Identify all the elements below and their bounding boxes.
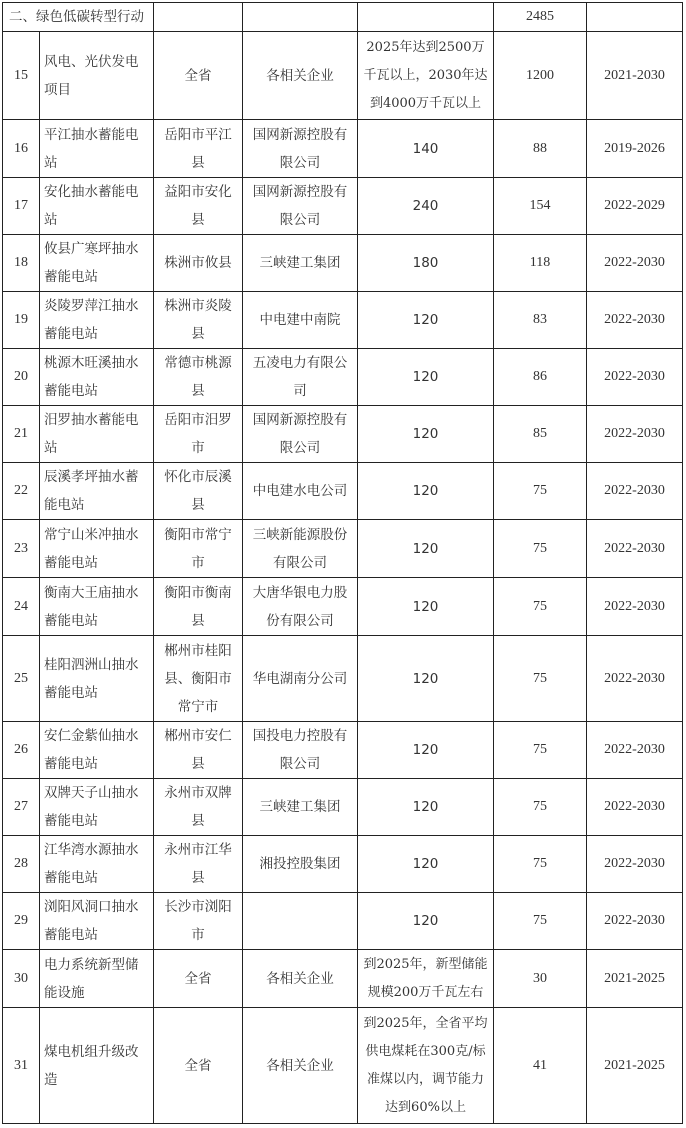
- table-row: [3, 120, 683, 178]
- project-name: 平江抽水蓄能电站: [40, 120, 154, 178]
- project-period: 2022-2030: [587, 349, 683, 406]
- project-owner: 湘投控股集团: [243, 836, 358, 893]
- project-scale: 120: [358, 463, 494, 520]
- project-period: 2022-2030: [587, 520, 683, 578]
- project-period: 2022-2030: [587, 722, 683, 779]
- project-investment: 118: [494, 235, 587, 292]
- project-location: 全省: [154, 1008, 243, 1124]
- project-period: 2022-2030: [587, 292, 683, 349]
- project-investment: 75: [494, 779, 587, 836]
- project-location: 长沙市浏阳市: [154, 893, 243, 950]
- project-period: 2022-2030: [587, 779, 683, 836]
- project-name: 攸县广寒坪抽水蓄能电站: [40, 235, 154, 292]
- row-number: 18: [3, 235, 40, 292]
- project-location: 衡阳市衡南县: [154, 578, 243, 636]
- section-empty-cell: [358, 3, 494, 32]
- row-number: 25: [3, 636, 40, 722]
- table-row: [3, 349, 683, 406]
- project-owner: 各相关企业: [243, 1008, 358, 1124]
- table-row: [3, 292, 683, 349]
- project-period: 2022-2030: [587, 636, 683, 722]
- project-scale: 到2025年，全省平均供电煤耗在300克/标准煤以内，调节能力达到60%以上: [358, 1008, 494, 1124]
- row-number: 20: [3, 349, 40, 406]
- table-row: [3, 578, 683, 636]
- row-number: 28: [3, 836, 40, 893]
- project-scale: 120: [358, 836, 494, 893]
- project-location: 郴州市桂阳县、衡阳市常宁市: [154, 636, 243, 722]
- project-name: 常宁山米冲抽水蓄能电站: [40, 520, 154, 578]
- project-owner: 国网新源控股有限公司: [243, 120, 358, 178]
- project-scale: 到2025年，新型储能规模200万千瓦左右: [358, 950, 494, 1008]
- project-location: 全省: [154, 950, 243, 1008]
- project-location: 株洲市攸县: [154, 235, 243, 292]
- table-row: [3, 950, 683, 1008]
- project-period: 2022-2029: [587, 178, 683, 235]
- project-name: 江华湾水源抽水蓄能电站: [40, 836, 154, 893]
- project-name: 电力系统新型储能设施: [40, 950, 154, 1008]
- project-scale: 120: [358, 292, 494, 349]
- table-row: [3, 779, 683, 836]
- project-owner: 大唐华银电力股份有限公司: [243, 578, 358, 636]
- project-period: 2019-2026: [587, 120, 683, 178]
- project-owner: 三峡新能源股份有限公司: [243, 520, 358, 578]
- project-scale: 180: [358, 235, 494, 292]
- project-table: [2, 2, 683, 1124]
- project-owner: 中电建水电公司: [243, 463, 358, 520]
- project-investment: 75: [494, 463, 587, 520]
- project-investment: 75: [494, 578, 587, 636]
- project-investment: 30: [494, 950, 587, 1008]
- project-location: 永州市双牌县: [154, 779, 243, 836]
- row-number: 22: [3, 463, 40, 520]
- section-empty-cell: [243, 3, 358, 32]
- row-number: 16: [3, 120, 40, 178]
- row-number: 24: [3, 578, 40, 636]
- project-name: 衡南大王庙抽水蓄能电站: [40, 578, 154, 636]
- project-scale: 2025年达到2500万千瓦以上，2030年达到4000万千瓦以上: [358, 32, 494, 120]
- project-location: 怀化市辰溪县: [154, 463, 243, 520]
- project-period: 2022-2030: [587, 578, 683, 636]
- project-owner: 国网新源控股有限公司: [243, 406, 358, 463]
- project-investment: 85: [494, 406, 587, 463]
- project-location: 岳阳市汨罗市: [154, 406, 243, 463]
- table-row: [3, 893, 683, 950]
- project-name: 浏阳风洞口抽水蓄能电站: [40, 893, 154, 950]
- project-investment: 88: [494, 120, 587, 178]
- project-investment: 1200: [494, 32, 587, 120]
- project-scale: 140: [358, 120, 494, 178]
- table-row: [3, 520, 683, 578]
- row-number: 29: [3, 893, 40, 950]
- project-scale: 120: [358, 520, 494, 578]
- row-number: 17: [3, 178, 40, 235]
- project-location: 永州市江华县: [154, 836, 243, 893]
- project-owner: 中电建中南院: [243, 292, 358, 349]
- project-scale: 120: [358, 578, 494, 636]
- project-period: 2022-2030: [587, 235, 683, 292]
- project-scale: 120: [358, 406, 494, 463]
- section-total: 2485: [494, 3, 587, 32]
- section-title: 二、绿色低碳转型行动: [3, 3, 154, 32]
- project-location: 岳阳市平江县: [154, 120, 243, 178]
- section-empty-cell: [587, 3, 683, 32]
- project-location: 全省: [154, 32, 243, 120]
- project-owner: 三峡建工集团: [243, 235, 358, 292]
- row-number: 19: [3, 292, 40, 349]
- project-scale: 240: [358, 178, 494, 235]
- project-scale: 120: [358, 722, 494, 779]
- project-name: 风电、光伏发电项目: [40, 32, 154, 120]
- project-name: 炎陵罗萍江抽水蓄能电站: [40, 292, 154, 349]
- table-row: [3, 406, 683, 463]
- project-owner: 五凌电力有限公司: [243, 349, 358, 406]
- project-location: 株洲市炎陵县: [154, 292, 243, 349]
- project-name: 桃源木旺溪抽水蓄能电站: [40, 349, 154, 406]
- project-period: 2021-2025: [587, 950, 683, 1008]
- row-number: 30: [3, 950, 40, 1008]
- row-number: 15: [3, 32, 40, 120]
- project-owner: 华电湖南分公司: [243, 636, 358, 722]
- project-investment: 75: [494, 893, 587, 950]
- project-name: 汨罗抽水蓄能电站: [40, 406, 154, 463]
- project-period: 2021-2025: [587, 1008, 683, 1124]
- project-location: 衡阳市常宁市: [154, 520, 243, 578]
- project-period: 2022-2030: [587, 406, 683, 463]
- project-owner: 国投电力控股有限公司: [243, 722, 358, 779]
- project-owner: 三峡建工集团: [243, 779, 358, 836]
- project-investment: 41: [494, 1008, 587, 1124]
- table-row: [3, 722, 683, 779]
- project-period: 2021-2030: [587, 32, 683, 120]
- project-investment: 75: [494, 636, 587, 722]
- row-number: 21: [3, 406, 40, 463]
- row-number: 26: [3, 722, 40, 779]
- project-period: 2022-2030: [587, 836, 683, 893]
- table-row: [3, 836, 683, 893]
- project-owner: 各相关企业: [243, 950, 358, 1008]
- section-row: [3, 3, 683, 32]
- table-row: [3, 1008, 683, 1124]
- project-investment: 75: [494, 836, 587, 893]
- project-scale: 120: [358, 636, 494, 722]
- project-period: 2022-2030: [587, 893, 683, 950]
- project-investment: 86: [494, 349, 587, 406]
- project-investment: 75: [494, 722, 587, 779]
- project-investment: 75: [494, 520, 587, 578]
- project-name: 辰溪孝坪抽水蓄能电站: [40, 463, 154, 520]
- project-scale: 120: [358, 893, 494, 950]
- project-name: 双牌天子山抽水蓄能电站: [40, 779, 154, 836]
- project-location: 常德市桃源县: [154, 349, 243, 406]
- project-scale: 120: [358, 349, 494, 406]
- project-period: 2022-2030: [587, 463, 683, 520]
- table-row: [3, 463, 683, 520]
- project-name: 煤电机组升级改造: [40, 1008, 154, 1124]
- project-name: 安仁金紫仙抽水蓄能电站: [40, 722, 154, 779]
- table-row: [3, 32, 683, 120]
- table-row: [3, 636, 683, 722]
- project-name: 安化抽水蓄能电站: [40, 178, 154, 235]
- table-row: [3, 178, 683, 235]
- project-scale: 120: [358, 779, 494, 836]
- row-number: 23: [3, 520, 40, 578]
- project-name: 桂阳泗洲山抽水蓄能电站: [40, 636, 154, 722]
- project-investment: 83: [494, 292, 587, 349]
- project-location: 郴州市安仁县: [154, 722, 243, 779]
- section-empty-cell: [154, 3, 243, 32]
- project-investment: 154: [494, 178, 587, 235]
- project-owner: 国网新源控股有限公司: [243, 178, 358, 235]
- project-location: 益阳市安化县: [154, 178, 243, 235]
- project-owner: 各相关企业: [243, 32, 358, 120]
- table-row: [3, 235, 683, 292]
- row-number: 27: [3, 779, 40, 836]
- project-owner: [243, 893, 358, 950]
- row-number: 31: [3, 1008, 40, 1124]
